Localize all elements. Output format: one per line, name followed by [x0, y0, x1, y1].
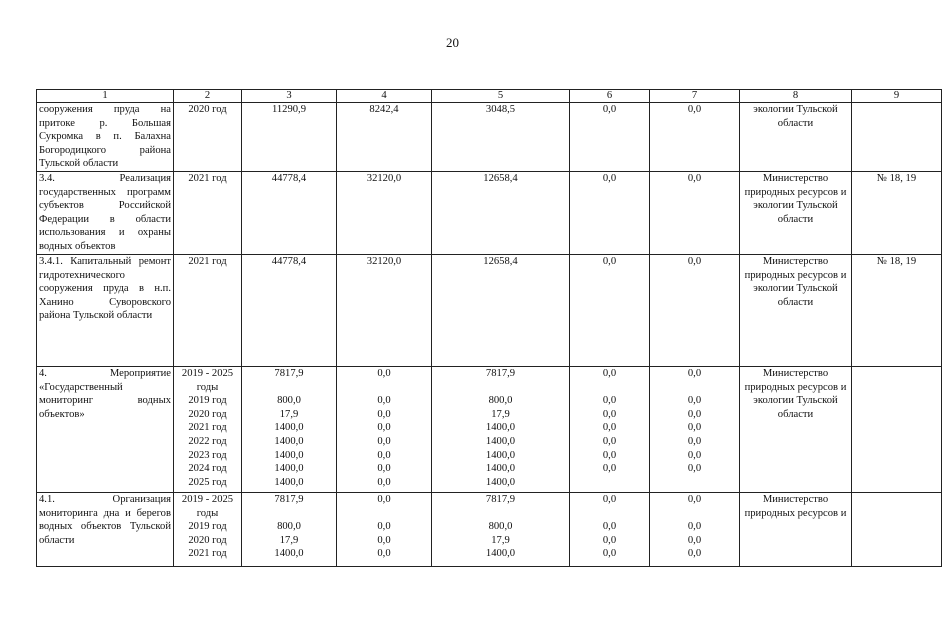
amount-cell-c5 [432, 366, 570, 492]
period-cell-value: 2020 год [188, 534, 227, 546]
amount-cell-c6 [570, 492, 650, 566]
amount-cell-c6 [570, 254, 650, 366]
responsible-executor: Министерство природных ресурсов и экологии Тульской области [740, 171, 852, 254]
amount-cell-c3-value: 17,9 [279, 408, 299, 420]
period-cell-value: 2022 год [188, 435, 227, 447]
amount-cell-c3-value: 7817,9 [274, 367, 304, 379]
amount-cell-c4-value: 0,0 [377, 449, 391, 461]
amount-cell-c5 [432, 492, 570, 566]
period-cell-value: 2021 год [188, 422, 227, 434]
measure-description: сооружения пруда на притоке р. Большая Сукромка в п. Балахна Богородицкого района Тульской области [37, 103, 174, 172]
amount-cell-c7-value [652, 381, 737, 395]
amount-cell-c3-value [244, 381, 334, 395]
responsible-executor: экологии Тульской области [740, 103, 852, 172]
amount-cell-c4 [337, 366, 432, 492]
period-cell-value: 2021 год [188, 255, 227, 267]
amount-cell-c3 [242, 254, 337, 366]
amount-cell-c5-value: 7817,9 [485, 493, 516, 505]
measure-description: 3.4.1. Капитальный ремонт гидротехнического сооружения пруда в н.п. Ханино Суворовского района Тульской области [37, 254, 174, 366]
amount-cell-c5-value: 17,9 [491, 534, 510, 546]
amount-cell-c7 [650, 171, 740, 254]
amount-cell-c6-value: 0,0 [602, 255, 617, 267]
amount-cell-c7-value: 0,0 [687, 521, 702, 533]
page-number: 20 [446, 35, 459, 50]
amount-cell-c4-value: 0,0 [377, 367, 391, 379]
amount-cell-c5-value: 1400,0 [485, 449, 516, 461]
amount-cell-c4-value: 0,0 [377, 493, 391, 505]
column-header: 5 [432, 90, 570, 103]
period-cell [174, 366, 242, 492]
amount-cell-c7-value: 0,0 [687, 548, 702, 560]
period-cell [174, 171, 242, 254]
period-cell-value: 2019 год [188, 395, 227, 407]
reference-numbers [852, 103, 942, 172]
amount-cell-c6 [570, 103, 650, 172]
table-row [37, 171, 942, 254]
amount-cell-c6-value: 0,0 [602, 521, 617, 533]
column-header: 1 [37, 90, 174, 103]
table-row [37, 254, 942, 366]
period-cell-value: 2023 год [188, 449, 227, 461]
amount-cell-c7-value: 0,0 [687, 534, 702, 546]
column-header: 3 [242, 90, 337, 103]
amount-cell-c5-value: 800,0 [488, 521, 513, 533]
reference-numbers [852, 492, 942, 566]
amount-cell-c6-value: 0,0 [602, 548, 617, 560]
amount-cell-c5 [432, 171, 570, 254]
amount-cell-c4-value: 0,0 [377, 435, 391, 447]
amount-cell-c6-value: 0,0 [602, 449, 617, 461]
amount-cell-c7-value: 0,0 [687, 435, 702, 447]
amount-cell-c5-value: 1400,0 [485, 422, 516, 434]
period-cell-value: годы [196, 507, 219, 519]
amount-cell-c5 [432, 103, 570, 172]
amount-cell-c5-value: 1400,0 [485, 548, 516, 560]
amount-cell-c5-value: 3048,5 [485, 104, 516, 115]
amount-cell-c7-value: 0,0 [687, 367, 702, 379]
amount-cell-c7-value: 0,0 [687, 104, 702, 115]
amount-cell-c3-value [244, 507, 334, 521]
amount-cell-c6-value [572, 381, 647, 395]
amount-cell-c5-value: 1400,0 [485, 435, 516, 447]
amount-cell-c3 [242, 366, 337, 492]
amount-cell-c4 [337, 171, 432, 254]
amount-cell-c7 [650, 366, 740, 492]
amount-cell-c7 [650, 254, 740, 366]
period-cell-value: 2021 год [188, 548, 227, 560]
column-numbers-row [37, 90, 942, 103]
amount-cell-c7 [650, 103, 740, 172]
amount-cell-c4-value: 0,0 [377, 463, 391, 475]
measure-description: 4.1. Организация мониторинга дна и берегов водных объектов Тульской области [37, 492, 174, 566]
period-cell-value: 2020 год [188, 104, 227, 115]
amount-cell-c4-value: 0,0 [377, 521, 391, 533]
amount-cell-c4 [337, 492, 432, 566]
amount-cell-c4-value [339, 381, 429, 395]
amount-cell-c6-value: 0,0 [602, 408, 617, 420]
amount-cell-c3-value: 1400,0 [274, 435, 304, 447]
amount-cell-c3-value: 800,0 [277, 395, 301, 407]
amount-cell-c6-value: 0,0 [602, 534, 617, 546]
amount-cell-c3 [242, 171, 337, 254]
amount-cell-c3-value: 7817,9 [274, 493, 304, 505]
amount-cell-c6-value: 0,0 [602, 104, 617, 115]
amount-cell-c3 [242, 492, 337, 566]
column-header: 2 [174, 90, 242, 103]
amount-cell-c5-value: 12658,4 [483, 255, 518, 267]
amount-cell-c5-value: 7817,9 [485, 367, 516, 379]
period-cell [174, 492, 242, 566]
amount-cell-c6-value: 0,0 [602, 493, 617, 505]
amount-cell-c3 [242, 103, 337, 172]
amount-cell-c4-value [339, 507, 429, 521]
amount-cell-c5 [432, 254, 570, 366]
amount-cell-c4-value: 0,0 [377, 395, 391, 407]
amount-cell-c6-value: 0,0 [602, 463, 617, 475]
amount-cell-c6-value: 0,0 [602, 367, 617, 379]
amount-cell-c4-value: 0,0 [377, 534, 391, 546]
amount-cell-c7-value: 0,0 [687, 463, 702, 475]
amount-cell-c6-value: 0,0 [602, 435, 617, 447]
amount-cell-c5-value: 1400,0 [485, 463, 516, 475]
column-header: 4 [337, 90, 432, 103]
reference-numbers: № 18, 19 [852, 254, 942, 366]
amount-cell-c6-value [572, 507, 647, 521]
column-header: 9 [852, 90, 942, 103]
amount-cell-c6-value: 0,0 [602, 395, 617, 407]
amount-cell-c7-value: 0,0 [687, 449, 702, 461]
amount-cell-c7-value: 0,0 [687, 255, 702, 267]
amount-cell-c3-value: 800,0 [277, 521, 301, 533]
table-row [37, 366, 942, 492]
period-cell-value: 2025 год [188, 476, 227, 488]
amount-cell-c6 [570, 171, 650, 254]
amount-cell-c7-value: 0,0 [687, 172, 702, 184]
period-cell [174, 103, 242, 172]
column-header: 8 [740, 90, 852, 103]
measure-description: 4. Мероприятие «Государственный мониторинг водных объектов» [37, 366, 174, 492]
amount-cell-c6-value: 0,0 [602, 422, 617, 434]
amount-cell-c7-value: 0,0 [687, 422, 702, 434]
amount-cell-c3-value: 1400,0 [274, 476, 304, 488]
amount-cell-c7-value: 0,0 [687, 395, 702, 407]
amount-cell-c3-value: 11290,9 [271, 104, 307, 115]
period-cell-value: 2019 - 2025 [181, 493, 234, 505]
amount-cell-c5-value: 12658,4 [483, 172, 518, 184]
amount-cell-c3-value: 1400,0 [274, 422, 304, 434]
amount-cell-c4-value: 8242,4 [369, 104, 399, 115]
amount-cell-c3-value: 1400,0 [274, 449, 304, 461]
period-cell-value: 2020 год [188, 408, 227, 420]
period-cell [174, 254, 242, 366]
amount-cell-c4 [337, 103, 432, 172]
column-header: 6 [570, 90, 650, 103]
amount-cell-c4-value: 0,0 [377, 408, 391, 420]
responsible-executor: Министерство природных ресурсов и [740, 492, 852, 566]
amount-cell-c3-value: 1400,0 [274, 548, 304, 560]
responsible-executor: Министерство природных ресурсов и экологии Тульской области [740, 254, 852, 366]
amount-cell-c7 [650, 492, 740, 566]
amount-cell-c4-value: 0,0 [377, 476, 391, 488]
amount-cell-c5-value: 1400,0 [485, 476, 516, 488]
amount-cell-c4-value: 32120,0 [366, 172, 402, 184]
column-header: 7 [650, 90, 740, 103]
amount-cell-c5-value: 17,9 [491, 408, 510, 420]
reference-numbers: № 18, 19 [852, 171, 942, 254]
table-row [37, 103, 942, 172]
period-cell-value: 2024 год [188, 463, 227, 475]
amount-cell-c5-value [434, 507, 567, 521]
amount-cell-c3-value: 44778,4 [271, 172, 307, 184]
table-row [37, 492, 942, 566]
budget-table [36, 89, 942, 567]
measure-description: 3.4. Реализация государственных программ субъектов Российской Федерации в области использования и охраны водных объектов [37, 171, 174, 254]
amount-cell-c7-value: 0,0 [687, 408, 702, 420]
amount-cell-c4-value: 0,0 [377, 422, 391, 434]
amount-cell-c3-value: 1400,0 [274, 463, 304, 475]
amount-cell-c5-value [434, 381, 567, 395]
amount-cell-c3-value: 17,9 [279, 534, 299, 546]
amount-cell-c6 [570, 366, 650, 492]
amount-cell-c6-value: 0,0 [602, 172, 617, 184]
period-cell-value: годы [196, 381, 219, 393]
amount-cell-c5-value: 800,0 [488, 395, 513, 407]
amount-cell-c3-value: 44778,4 [271, 255, 307, 267]
reference-numbers [852, 366, 942, 492]
period-cell-value: 2019 год [188, 521, 227, 533]
amount-cell-c4 [337, 254, 432, 366]
responsible-executor: Министерство природных ресурсов и экологии Тульской области [740, 366, 852, 492]
amount-cell-c7-value [652, 507, 737, 521]
amount-cell-c4-value: 0,0 [377, 548, 391, 560]
amount-cell-c4-value: 32120,0 [366, 255, 402, 267]
period-cell-value: 2019 - 2025 [181, 367, 234, 379]
amount-cell-c7-value: 0,0 [687, 493, 702, 505]
period-cell-value: 2021 год [188, 172, 227, 184]
